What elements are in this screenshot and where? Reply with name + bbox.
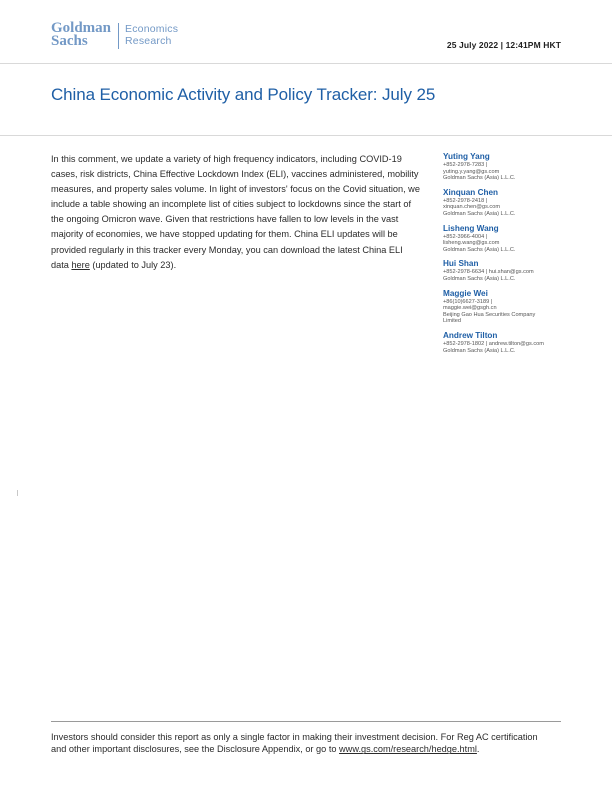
author-email[interactable]: yuting.y.yang@gs.com (443, 168, 500, 175)
division-line-2: Research (125, 35, 172, 47)
author-affiliation: Goldman Sachs (Asia) L.L.C. (443, 175, 516, 182)
author-phone: +852-3966-4004 | (443, 233, 488, 240)
author-name[interactable]: Hui Shan (443, 259, 479, 269)
logo-divider (118, 23, 119, 49)
author-affiliation: Goldman Sachs (Asia) L.L.C. (443, 347, 516, 354)
header-divider (0, 63, 612, 64)
author-card (443, 224, 573, 254)
summary-paragraph (51, 152, 423, 273)
author-email[interactable]: lisheng.wang@gs.com (443, 240, 500, 247)
author-name[interactable]: Xinquan Chen (443, 187, 499, 197)
author-affiliation: Goldman Sachs (Asia) L.L.C. (443, 275, 516, 282)
author-phone: +852-2978-2418 | (443, 197, 488, 204)
publication-date: 25 July 2022 | 12:41PM HKT (446, 40, 561, 50)
logo-line-1: Goldman (51, 20, 112, 36)
disclosure-end: . (476, 744, 480, 755)
eli-data-link[interactable]: here (71, 259, 90, 270)
disclosure-link[interactable]: www.gs.com/research/hedge.html (339, 744, 477, 755)
author-name[interactable]: Maggie Wei (443, 288, 488, 298)
disclosure-footer (51, 731, 551, 756)
author-name[interactable]: Andrew Tilton (443, 330, 498, 340)
author-affiliation: Beijing Gao Hua Securities Company (443, 311, 536, 318)
footer-divider (51, 721, 561, 722)
logo-wordmark (51, 22, 111, 48)
goldman-sachs-logo (51, 22, 178, 49)
author-name[interactable]: Lisheng Wang (443, 223, 499, 233)
author-affiliation: Goldman Sachs (Asia) L.L.C. (443, 246, 516, 253)
author-list (443, 152, 573, 360)
author-card (443, 259, 573, 282)
author-phone-email[interactable]: +852-2978-1802 | andrew.tilton@gs.com (443, 340, 544, 347)
author-phone: +86(10)6627-3189 | (443, 298, 493, 305)
division-line-1: Economics (125, 23, 179, 35)
author-phone: +852-2978-7283 | (443, 162, 488, 168)
page-title: China Economic Activity and Policy Tracker: July 25 (51, 85, 436, 104)
disclosure-text: Investors should consider this report as only a single factor in making their investment decision. For Reg AC certification and other important disclosures, see the Disclosure Appendix, or go to (51, 732, 538, 755)
author-card (443, 289, 573, 325)
author-card (443, 331, 573, 354)
author-email[interactable]: xinquan.chen@gs.com (443, 204, 500, 211)
author-card (443, 188, 573, 218)
author-name[interactable]: Yuting Yang (443, 152, 490, 161)
division-label (125, 22, 178, 47)
margin-mark (17, 490, 18, 496)
logo-line-2: Sachs (51, 33, 88, 49)
author-card (443, 152, 573, 182)
author-affiliation: Goldman Sachs (Asia) L.L.C. (443, 210, 516, 217)
author-affiliation-cont: Limited (443, 318, 462, 325)
summary-tail-text: (updated to July 23). (89, 259, 177, 270)
author-email[interactable]: maggie.wei@gsgh.cn (443, 305, 497, 312)
author-phone-email[interactable]: +852-2978-6634 | hui.shan@gs.com (443, 269, 534, 276)
summary-main-text: In this comment, we update a variety of high frequency indicators, including COVID-19 cases, risk districts, China Effective Lockdown Index (ELI), vaccines administered, mobility measures, and property sales volume. In light of investors' focus on the Covid situation, we include a table showing an incomplete list of cities subject to lockdowns since the start of the ongoing Omicron wave. Given that restrictions have fallen to low levels in the vast majority of economies, we have stopped updating for them. China ELI updates will be provided regularly in this tracker every Monday, you can download the latest China ELI data (51, 154, 420, 270)
title-divider (0, 135, 612, 136)
